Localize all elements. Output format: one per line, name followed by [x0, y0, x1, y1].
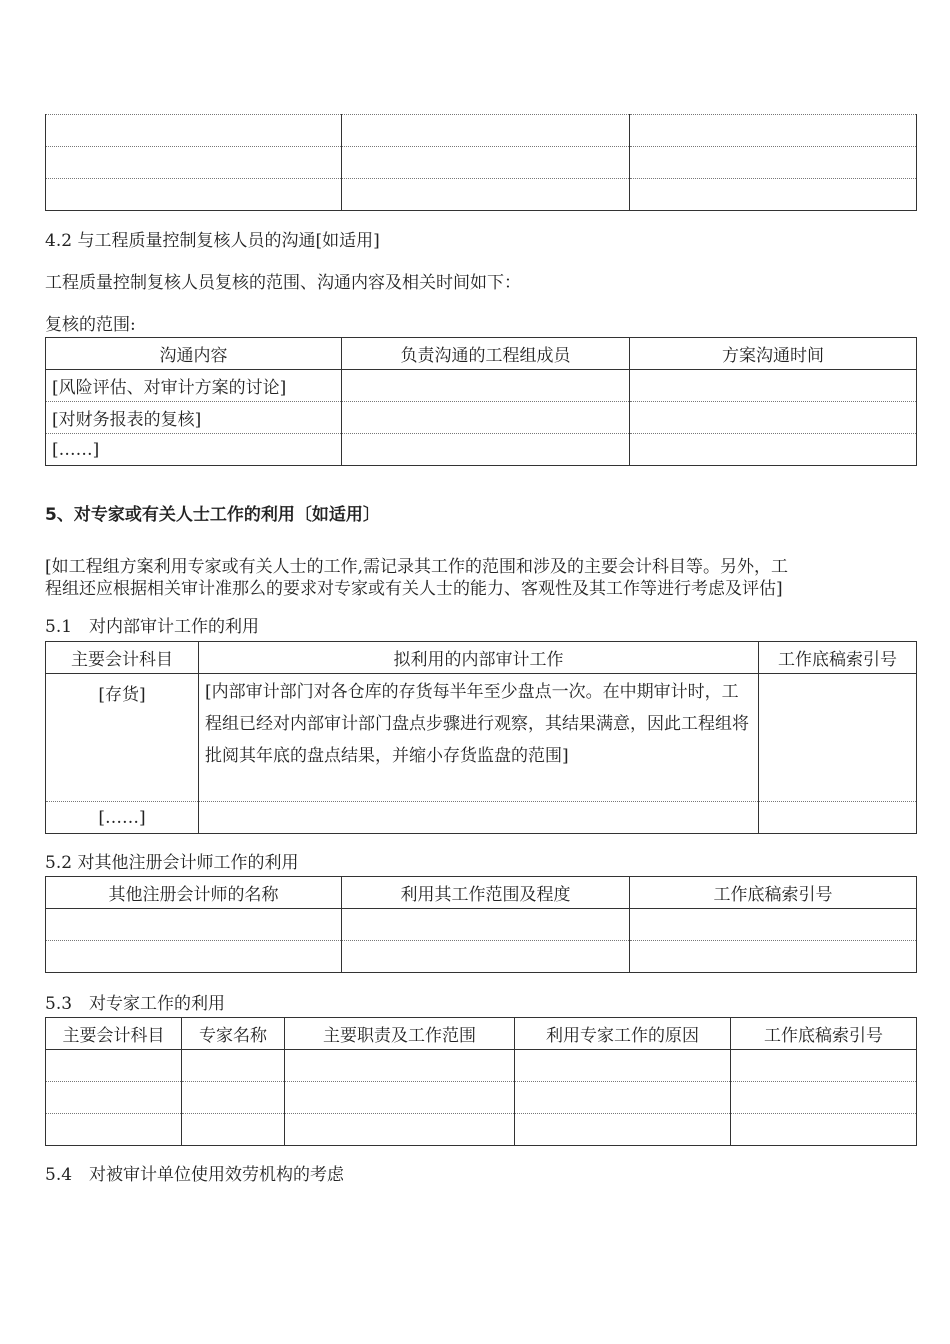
internal-audit-table — [45, 641, 917, 834]
column-header: 主要职责及工作范围 — [285, 1018, 515, 1050]
review-scope-label: 复核的范围: — [45, 315, 136, 335]
table-cell — [630, 179, 917, 211]
table-cell: [对财务报表的复核] — [46, 402, 342, 434]
table-cell — [630, 370, 917, 402]
table-cell — [46, 147, 342, 179]
table-cell — [285, 1082, 515, 1114]
section-5-4-heading: 5.4 对被审计单位使用效劳机构的考虑 — [45, 1165, 345, 1185]
table-cell: [风险评估、对审计方案的讨论] — [46, 370, 342, 402]
table-cell — [182, 1114, 285, 1146]
table-cell — [731, 1050, 917, 1082]
table-cell — [630, 402, 917, 434]
table-cell — [630, 147, 917, 179]
column-header: 方案沟通时间 — [630, 338, 917, 370]
table-cell — [46, 1082, 182, 1114]
table-cell — [342, 370, 630, 402]
column-header: 工作底稿索引号 — [759, 642, 917, 674]
section-4-2-heading: 4.2 与工程质量控制复核人员的沟通[如适用] — [45, 231, 380, 251]
table-cell — [630, 909, 917, 941]
table-cell — [182, 1050, 285, 1082]
column-header: 沟通内容 — [46, 338, 342, 370]
table-cell: [……] — [46, 802, 199, 834]
table-cell — [199, 802, 759, 834]
column-header: 工作底稿索引号 — [731, 1018, 917, 1050]
table-cell — [630, 115, 917, 147]
table-cell: [……] — [46, 434, 342, 466]
section-5-1-heading: 5.1 对内部审计工作的利用 — [45, 617, 260, 637]
column-header: 利用其工作范围及程度 — [342, 877, 630, 909]
table-cell — [285, 1050, 515, 1082]
section-5-3-heading: 5.3 对专家工作的利用 — [45, 994, 226, 1014]
other-cpa-table — [45, 876, 917, 973]
section-5-heading: 5、对专家或有关人士工作的利用〔如适用〕 — [45, 505, 380, 525]
table-cell — [630, 434, 917, 466]
table-cell — [46, 1050, 182, 1082]
table-cell — [731, 1082, 917, 1114]
table-cell: [内部审计部门对各仓库的存货每半年至少盘点一次。在中期审计时，工程组已经对内部审计部门盘点步骤进行观察，其结果满意，因此工程组将批阅其年底的盘点结果，并缩小存货监盘的范围] — [199, 674, 759, 802]
table-cell — [342, 909, 630, 941]
section-5-note-line-1: [如工程组方案利用专家或有关人士的工作,需记录其工作的范围和涉及的主要会计科目等。另外，工 — [45, 557, 789, 577]
table-cell — [342, 434, 630, 466]
section-4-2-intro: 工程质量控制复核人员复核的范围、沟通内容及相关时间如下： — [45, 273, 521, 293]
table-cell — [759, 802, 917, 834]
table-cell — [46, 941, 342, 973]
table-cell — [342, 115, 630, 147]
table-cell — [285, 1114, 515, 1146]
table-cell — [342, 941, 630, 973]
table-cell — [46, 909, 342, 941]
communication-table — [45, 337, 917, 466]
table-cell — [46, 115, 342, 147]
table-cell — [342, 147, 630, 179]
section-5-2-heading: 5.2 对其他注册会计师工作的利用 — [45, 853, 299, 873]
table-cell — [515, 1082, 731, 1114]
table-cell — [46, 1114, 182, 1146]
table-cell — [46, 179, 342, 211]
table-cell: [存货] — [46, 674, 199, 802]
column-header: 其他注册会计师的名称 — [46, 877, 342, 909]
table-cell — [759, 674, 917, 802]
table-cell — [515, 1114, 731, 1146]
table-cell — [342, 402, 630, 434]
column-header: 主要会计科目 — [46, 642, 199, 674]
column-header: 工作底稿索引号 — [630, 877, 917, 909]
table-cell — [342, 179, 630, 211]
top-table — [45, 114, 917, 211]
table-cell — [182, 1082, 285, 1114]
column-header: 拟利用的内部审计工作 — [199, 642, 759, 674]
table-cell — [515, 1050, 731, 1082]
section-5-note-line-2: 程组还应根据相关审计准那么的要求对专家或有关人士的能力、客观性及其工作等进行考虑及评估] — [45, 579, 783, 599]
column-header: 专家名称 — [182, 1018, 285, 1050]
expert-table — [45, 1017, 917, 1146]
table-cell — [630, 941, 917, 973]
table-cell — [731, 1114, 917, 1146]
column-header: 负责沟通的工程组成员 — [342, 338, 630, 370]
column-header: 主要会计科目 — [46, 1018, 182, 1050]
column-header: 利用专家工作的原因 — [515, 1018, 731, 1050]
